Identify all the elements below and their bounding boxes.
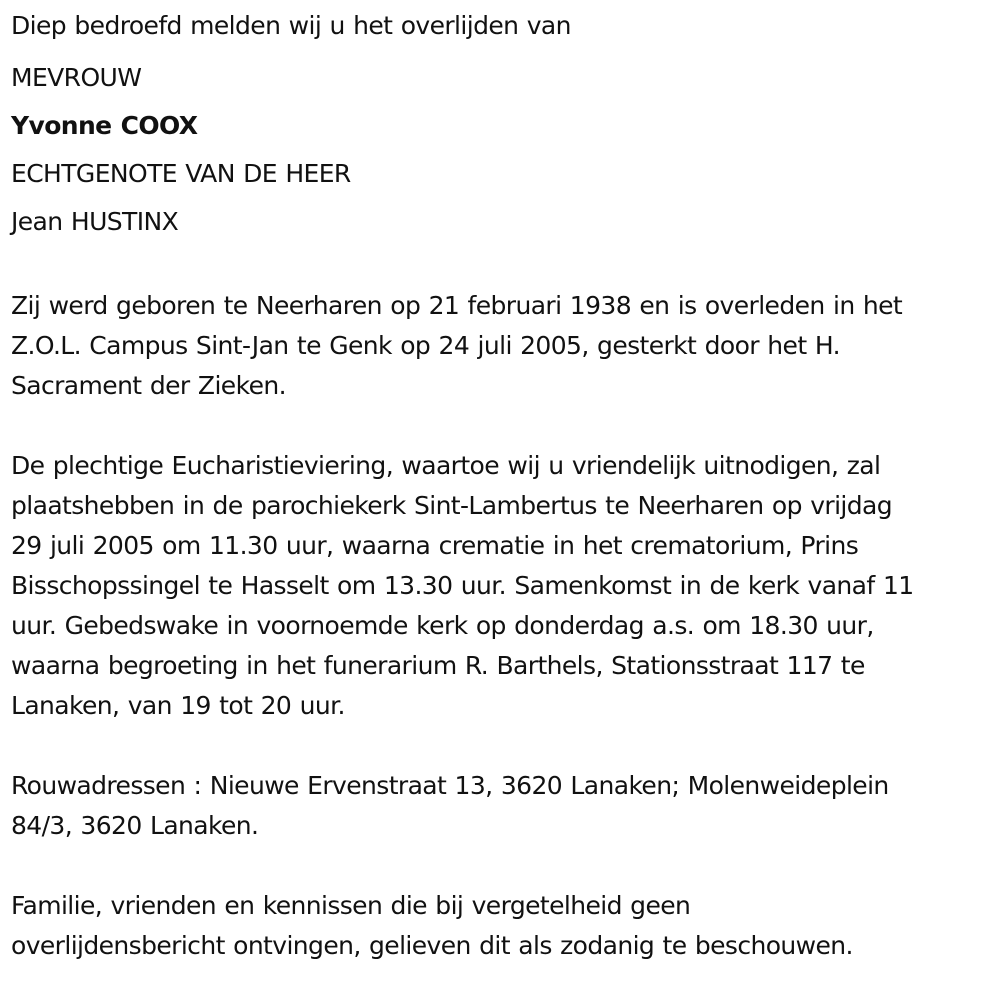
paragraph-line: waarna begroeting in het funerarium R. Barthels, Stationsstraat 117 te: [11, 651, 865, 680]
paragraph-line: 29 juli 2005 om 11.30 uur, waarna crematie in het crematorium, Prins: [11, 531, 859, 560]
paragraph-addresses: [11, 766, 996, 846]
intro-line: Diep bedroefd melden wij u het overlijden van: [11, 11, 571, 40]
title-line: MEVROUW: [11, 63, 142, 92]
paragraph-line: Sacrament der Zieken.: [11, 371, 286, 400]
paragraph-closing: [11, 886, 996, 966]
paragraph-line: Lanaken, van 19 tot 20 uur.: [11, 691, 345, 720]
obituary-document: [11, 6, 996, 966]
relation-line: ECHTGENOTE VAN DE HEER: [11, 159, 351, 188]
paragraph-line: Zij werd geboren te Neerharen op 21 februari 1938 en is overleden in het: [11, 291, 903, 320]
paragraph-line: plaatshebben in de parochiekerk Sint-Lambertus te Neerharen op vrijdag: [11, 491, 893, 520]
paragraph-line: De plechtige Eucharistieviering, waartoe wij u vriendelijk uitnodigen, zal: [11, 451, 881, 480]
paragraph-line: 84/3, 3620 Lanaken.: [11, 811, 259, 840]
paragraph-line: uur. Gebedswake in voornoemde kerk op donderdag a.s. om 18.30 uur,: [11, 611, 874, 640]
name-block: [11, 54, 996, 246]
paragraph-line: Rouwadressen : Nieuwe Ervenstraat 13, 3620 Lanaken; Molenweideplein: [11, 771, 889, 800]
paragraph-line: Familie, vrienden en kennissen die bij vergetelheid geen: [11, 891, 691, 920]
spouse-name: Jean HUSTINX: [11, 207, 179, 236]
paragraph-line: overlijdensbericht ontvingen, gelieven dit als zodanig te beschouwen.: [11, 931, 853, 960]
deceased-name: Yvonne COOX: [11, 111, 198, 140]
paragraph-line: Z.O.L. Campus Sint-Jan te Genk op 24 juli 2005, gesterkt door het H.: [11, 331, 840, 360]
paragraph-birth: [11, 286, 996, 406]
paragraph-ceremony: [11, 446, 996, 726]
paragraph-line: Bisschopssingel te Hasselt om 13.30 uur. Samenkomst in de kerk vanaf 11: [11, 571, 914, 600]
